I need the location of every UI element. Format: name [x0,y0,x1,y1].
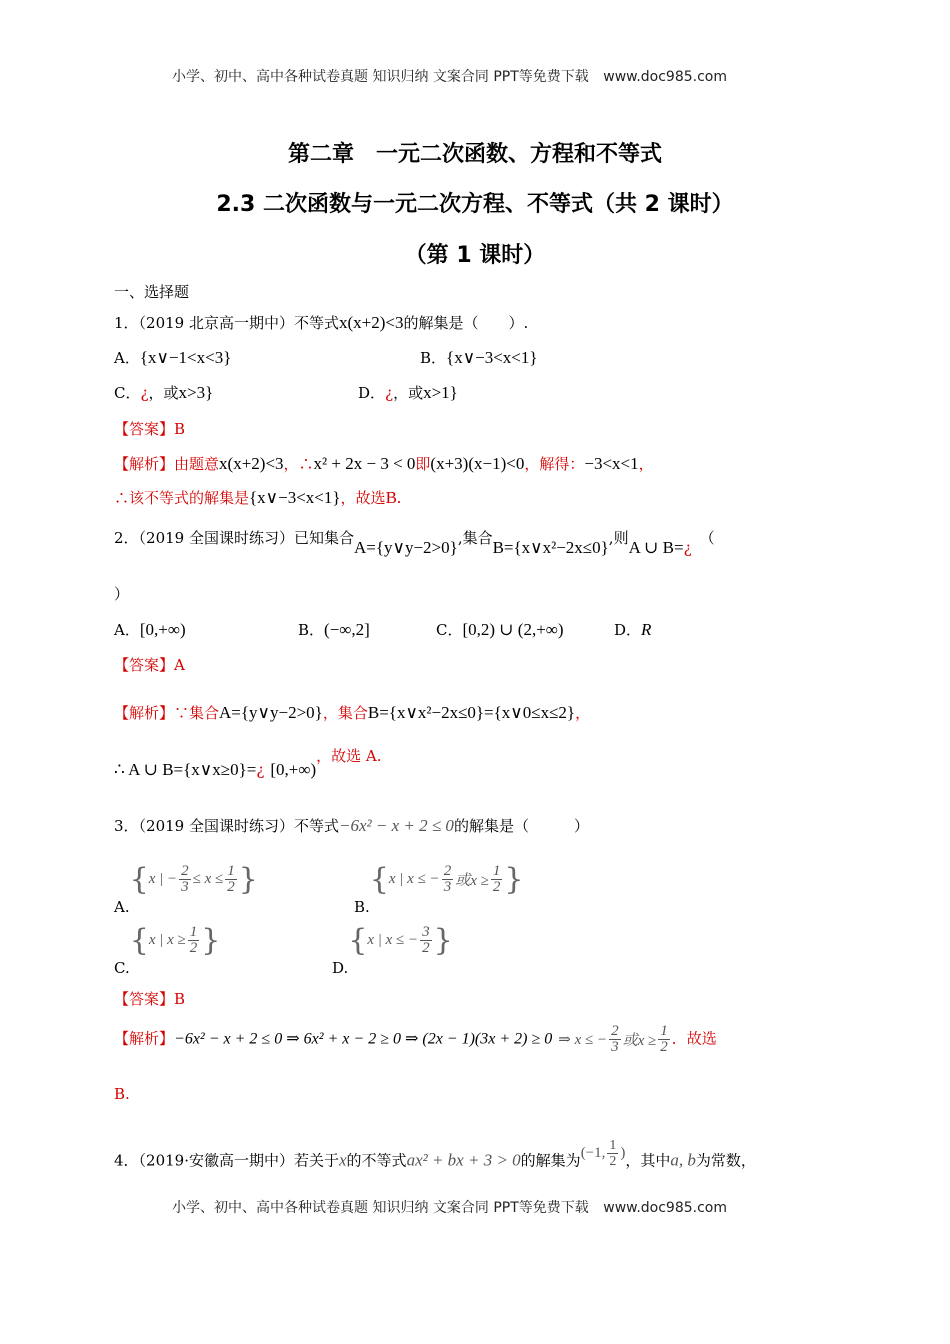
q2-option-d [614,619,651,640]
q3-option-a-label: A. [114,897,130,916]
footer-url: www.doc985.com [603,1200,727,1216]
q3-analysis-end: ．故选 [671,1029,717,1048]
q2-option-b-math: (−∞,2] [324,620,370,639]
q3-option-d-frac [420,925,432,956]
q3-option-b-frac1-den: 3 [443,879,452,895]
q2-stem-glyph: ¿ [683,539,692,557]
q2-analysis [114,702,590,723]
q2-analysis-m1: A={y∨y−2>0} [219,703,323,722]
q3-analysis-label: 【解析】 [114,1029,175,1048]
q2-answer: 【答案】A [114,656,185,674]
q3-analysis-frac1-den: 3 [611,1039,619,1055]
q1-option-c-label: C． [114,384,141,402]
q4-stem-math: ax² + bx + 3 > 0 [406,1150,521,1170]
q1-option-b-label: B． [420,349,447,367]
q1-analysis-t5: ， [638,455,654,473]
q3-option-b-frac1 [442,864,454,895]
q1-answer: 【答案】B [114,420,186,438]
q3-option-a [114,862,258,916]
q3-option-b-label: B. [354,897,370,916]
q4-stem-t3: 的解集为 [520,1151,581,1170]
q3-option-b-frac2-den: 2 [492,879,501,895]
q2-analysis-m2: B={x∨x²−2x≤0}={x∨0≤x≤2} [367,703,576,722]
q1-analysis-label: 【解析】 [114,455,175,473]
right-brace-icon: } [433,923,453,958]
q3-answer: 【答案】B [114,990,186,1008]
right-brace-icon: } [238,862,258,897]
q3-option-b-mid: 或x ≥ [455,873,489,889]
q2-analysis-label: 【解析】 [114,704,175,722]
q2-option-a-label: A． [114,621,140,639]
q3-analysis-arrow: ⇒ x ≤ − [558,1031,608,1048]
q2-option-c-math: [0,2) ∪ (2,+∞) [462,620,564,639]
q3-stem-tail: 的解集是（ ） [453,817,589,835]
lesson-title: （第 1 课时） [404,243,546,268]
q3-analysis-mid: 或x ≥ [622,1033,657,1049]
q3-analysis-frac2-num: 1 [660,1023,668,1039]
q3-option-a-frac1-den: 3 [181,879,189,895]
page-footer [172,1197,727,1217]
q4-stem-t5: 为常数， [695,1151,756,1170]
q1-option-d-or: ，或 [393,384,424,402]
q3-option-c-label: C. [114,958,130,977]
q3-option-b-pre: x | x ≤ − [388,871,440,887]
q4-interval-frac [607,1138,618,1169]
q1-analysis-b1-math: {x∨−3<x<1} [249,488,341,507]
q2-option-b-label: B． [298,621,325,639]
q3-stem [114,815,589,836]
q2-option-d-label: D． [614,621,642,639]
part-heading: 一、选择题 [114,283,190,301]
q3-analysis-frac1 [609,1024,621,1055]
q1-analysis-b2: ，故选 [340,489,386,507]
q3-option-b-frac2 [491,864,503,895]
q2-analysis-b1: ∴ A ∪ B={x∨x≥0}= [114,760,257,779]
q1-analysis-m2: x² + 2x − 3 < 0 [313,454,416,473]
q2-stem-paren: （ [699,529,715,547]
q3-stem-text: 3．（2019 全国课时练习）不等式 [114,817,339,835]
q2-stem [114,527,715,557]
footer-text: 小学、初中、高中各种试卷真题 知识归纳 文案合同 PPT等免费下载 [172,1200,589,1216]
q1-analysis-m1: x(x+2)<3 [219,454,284,473]
q2-stem-close: ） [114,585,130,603]
left-brace-icon: { [348,923,368,958]
q4-stem-t4: ，其中 [625,1151,671,1170]
q4-interval [580,1138,626,1169]
q1-analysis-b3: B. [385,488,402,507]
q1-option-b [420,347,538,368]
q4-stem [114,1138,756,1177]
q4-interval-post: ) [620,1144,626,1161]
q3-option-c [114,923,221,977]
q1-option-a-label: A． [114,349,140,367]
q3-analysis-frac2 [658,1024,670,1055]
q1-option-c-math: x>3} [178,383,214,402]
q3-option-d-frac-num: 3 [422,924,430,940]
q4-interval-frac-den: 2 [609,1154,617,1169]
q2-option-d-math: R [641,620,652,639]
q2-option-c-label: C． [436,621,463,639]
q3-option-a-frac1 [179,864,191,895]
q3-option-d-label: D. [332,958,349,977]
q3-option-d [332,923,453,977]
q3-option-c-frac-num: 1 [189,924,198,940]
q1-analysis-b1: ∴该不等式的解集是 [114,489,250,507]
q3-option-d-frac-den: 2 [422,940,430,956]
right-brace-icon: } [201,923,221,958]
q2-stem-union: A ∪ B= [628,538,684,557]
left-brace-icon: { [129,923,149,958]
q3-option-a-frac2-num: 1 [227,863,235,879]
chapter-title: 第二章 一元二次函数、方程和不等式 [287,142,662,167]
q1-option-d-math: x>1} [423,383,458,402]
q2-stem-sep1: ,集合 [457,529,493,547]
q3-option-a-frac2 [225,864,237,895]
q1-analysis-m4: −3<x<1 [584,454,639,473]
q1-analysis-m3: (x+3)(x−1)<0 [430,454,525,473]
q1-option-c-glyph: ¿ [140,384,149,402]
q3-option-b [354,862,524,916]
q3-option-d-pre: x | x ≤ − [367,932,419,948]
q2-stem-text: 2．（2019 全国课时练习）已知集合 [114,529,354,547]
q3-option-a-frac2-den: 2 [227,879,235,895]
q2-analysis-interval: [0,+∞) [270,760,317,779]
left-brace-icon: { [129,862,149,897]
q2-analysis-glyph: ¿ [256,761,265,779]
q2-analysis-line2 [114,745,382,779]
q1-option-d-label: D． [358,384,386,402]
q3-option-c-pre: x | x ≥ [148,932,186,948]
q2-analysis-choose: ，故选 A. [316,747,382,765]
q2-option-a [114,619,186,640]
q2-stem-set-a: A={y∨y−2>0} [354,538,458,557]
q3-analysis-frac2-den: 2 [660,1039,668,1055]
q1-option-a-math: {x∨−1<x<3} [139,348,232,367]
q4-stem-text: 4．（2019·安徽高一期中）若关于 [114,1151,339,1170]
q4-interval-frac-num: 1 [609,1138,617,1153]
q4-stem-x: x [339,1150,347,1170]
page-header [172,66,727,86]
q3-option-a-frac1-num: 2 [181,863,189,879]
q1-analysis-t3: 即 [415,455,431,473]
q2-analysis-t1: ∵集合 [174,704,220,722]
q3-option-c-frac-den: 2 [189,940,198,956]
q1-option-a [114,347,231,368]
q1-analysis-t1: 由题意 [174,455,220,473]
q2-stem-set-b: B={x∨x²−2x≤0} [492,538,609,557]
q1-stem [114,312,528,333]
q3-option-b-frac2-num: 1 [492,863,501,879]
q2-analysis-t3: ， [575,704,591,722]
q4-stem-t2: 的不等式 [346,1151,407,1170]
q1-stem-text: 1．（2019 北京高一期中）不等式 [114,314,339,332]
q2-stem-sep2: ,则 [608,529,629,547]
header-url: www.doc985.com [603,69,727,85]
right-brace-icon: } [504,862,524,897]
q1-option-d [358,382,458,403]
q1-stem-tail: 的解集是（ ）. [403,314,529,332]
q2-option-a-math: [0,+∞) [139,620,186,639]
q1-analysis [114,453,654,474]
q1-analysis-t2: ，∴ [283,455,314,473]
q3-stem-math: −6x² − x + 2 ≤ 0 [339,816,454,835]
q1-stem-math: x(x+2)<3 [339,313,404,332]
q3-analysis-end2: B. [114,1085,130,1103]
section-title: 2.3 二次函数与一元二次方程、不等式（共 2 课时） [216,192,734,217]
q1-analysis-line2 [114,487,401,508]
header-text: 小学、初中、高中各种试卷真题 知识归纳 文案合同 PPT等免费下载 [172,69,589,85]
q3-option-a-pre: x | − [148,871,178,887]
q3-analysis-frac1-num: 2 [611,1023,619,1039]
q4-interval-pre: (−1, [580,1144,606,1161]
q3-option-c-frac [188,925,200,956]
q2-analysis-t2: ，集合 [322,704,368,722]
q1-option-c [114,382,213,403]
q3-option-b-frac1-num: 2 [443,863,452,879]
q1-option-d-glyph: ¿ [385,384,394,402]
q2-option-c [436,619,564,640]
q1-analysis-t4: ，解得： [524,455,585,473]
q3-option-a-mid: ≤ x ≤ [192,871,224,887]
q3-analysis-math: −6x² − x + 2 ≤ 0 ⇒ 6x² + x − 2 ≥ 0 ⇒ (2x − 1)(3x + 2) ≥ 0 [174,1030,553,1048]
q2-option-b [298,619,370,640]
q1-option-b-math: {x∨−3<x<1} [446,348,538,367]
left-brace-icon: { [369,862,389,897]
q3-analysis [114,1024,717,1055]
q1-option-c-or: ，或 [148,384,179,402]
q4-stem-ab: a, b [670,1150,696,1170]
